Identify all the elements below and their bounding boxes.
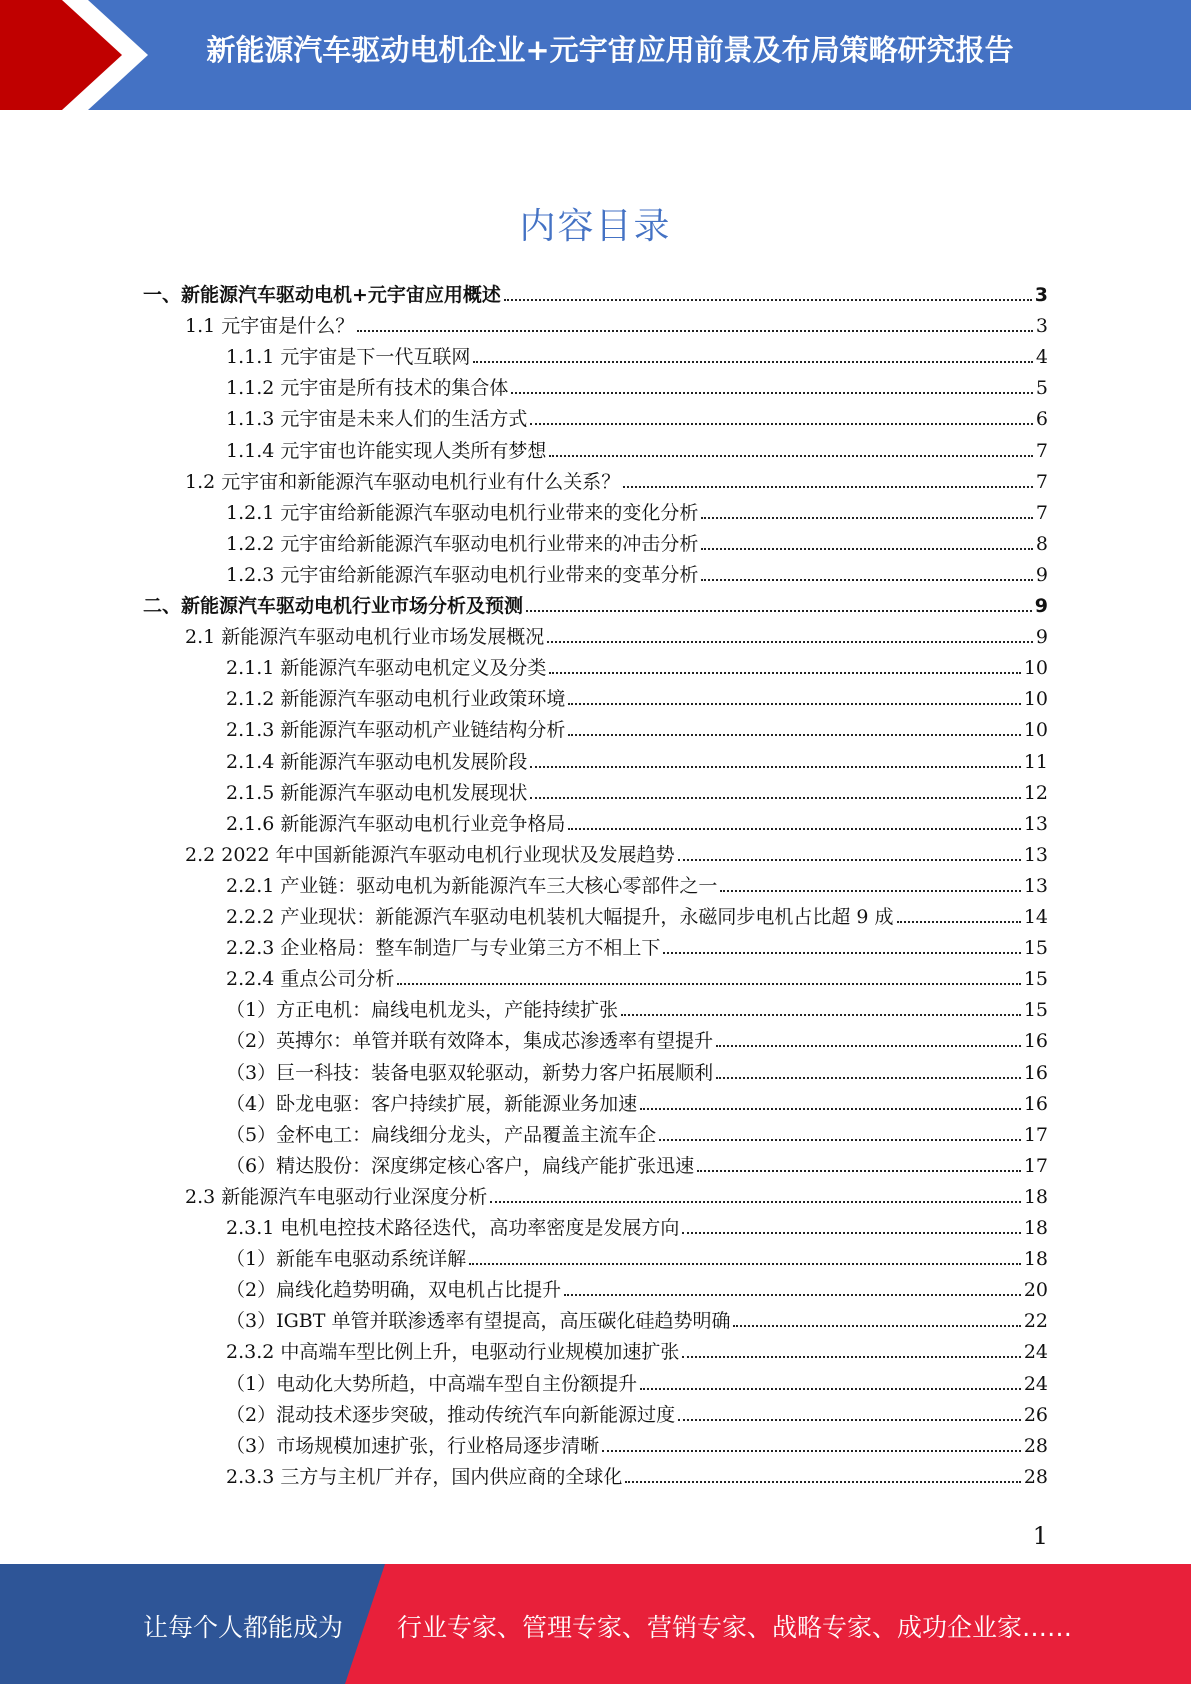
toc-dot-leader — [682, 1356, 1020, 1358]
toc-dot-leader — [568, 703, 1020, 705]
toc-entry[interactable] — [226, 338, 1048, 369]
toc-entry-label: 2.2.2 产业现状：新能源汽车驱动电机装机大幅提升，永磁同步电机占比超 9 成 — [226, 906, 894, 928]
toc-entry[interactable] — [226, 1427, 1048, 1458]
toc-entry-label: （3）巨一科技：装备电驱双轮驱动，新势力客户拓展顺利 — [226, 1061, 714, 1084]
toc-entry-page: 18 — [1023, 1248, 1048, 1271]
toc-entry-page: 28 — [1023, 1434, 1048, 1457]
toc-entry-page: 7 — [1035, 439, 1048, 462]
toc-dot-leader — [568, 828, 1020, 830]
toc-dot-leader — [897, 921, 1021, 923]
toc-entry[interactable] — [226, 1333, 1048, 1364]
toc-entry-page: 9 — [1035, 563, 1048, 586]
toc-entry-label: 2.3.2 中高端车型比例上升，电驱动行业规模加速扩张 — [226, 1341, 680, 1364]
toc-entry[interactable] — [226, 1147, 1048, 1178]
toc-entry-label: （3）IGBT 单管并联渗透率有望提高，高压碳化硅趋势明确 — [226, 1310, 731, 1333]
toc-entry[interactable] — [226, 898, 1048, 929]
toc-entry-label: 1.2.2 元宇宙给新能源汽车驱动电机行业带来的冲击分析 — [226, 532, 699, 555]
toc-entry-label: （5）金杯电工：扁线细分龙头，产品覆盖主流车企 — [226, 1123, 657, 1146]
page-number: 1 — [1032, 1522, 1048, 1550]
toc-entry-page: 17 — [1023, 1123, 1048, 1146]
toc-entry-label: （2）扁线化趋势明确，双电机占比提升 — [226, 1279, 562, 1302]
toc-entry-label: 2.1 新能源汽车驱动电机行业市场发展概况 — [185, 626, 545, 649]
toc-entry-page: 13 — [1023, 843, 1048, 866]
toc-entry-label: 1.2 元宇宙和新能源汽车驱动电机行业有什么关系？ — [185, 470, 621, 493]
toc-entry-page: 12 — [1023, 781, 1048, 804]
toc-entry-page: 14 — [1023, 906, 1048, 928]
toc-entry-label: 2.3.3 三方与主机厂并存，国内供应商的全球化 — [226, 1465, 623, 1488]
toc-entry-label: 2.2 2022 年中国新能源汽车驱动电机行业现状及发展趋势 — [185, 843, 675, 866]
toc-dot-leader — [547, 641, 1033, 643]
toc-entry-page: 7 — [1035, 501, 1048, 524]
toc-dot-leader — [357, 330, 1033, 332]
toc-entry[interactable] — [185, 463, 1048, 494]
toc-entry[interactable] — [226, 1365, 1048, 1396]
toc-entry[interactable] — [226, 1085, 1048, 1116]
toc-dot-leader — [473, 361, 1033, 363]
toc-entry[interactable] — [226, 1209, 1048, 1240]
footer-tagline: 行业专家、管理专家、营销专家、战略专家、成功企业家…… — [397, 1613, 1073, 1642]
toc-entry-label: 一、新能源汽车驱动电机+元宇宙应用概述 — [143, 284, 501, 306]
toc-entry[interactable] — [226, 805, 1048, 836]
toc-entry-page: 16 — [1023, 1030, 1048, 1053]
toc-dot-leader — [530, 797, 1020, 799]
toc-entry[interactable] — [185, 1178, 1048, 1209]
toc-dot-leader — [720, 890, 1020, 892]
toc-entry[interactable] — [226, 649, 1048, 680]
toc-entry-page: 9 — [1034, 595, 1048, 617]
toc-entry[interactable] — [226, 1022, 1048, 1053]
toc-entry-page: 11 — [1023, 750, 1048, 773]
toc-entry-label: 1.1 元宇宙是什么？ — [185, 315, 355, 338]
toc-entry-page: 3 — [1034, 284, 1048, 306]
toc-entry-page: 15 — [1023, 999, 1048, 1022]
toc-dot-leader — [640, 1388, 1021, 1390]
toc-entry[interactable] — [226, 711, 1048, 742]
toc-entry-label: （2）混动技术逐步突破，推动传统汽车向新能源过度 — [226, 1403, 676, 1426]
footer-slogan: 让每个人都能成为 — [143, 1613, 344, 1642]
toc-entry-label: 2.2.4 重点公司分析 — [226, 968, 395, 991]
header-arrow-decoration — [0, 0, 160, 110]
toc-entry-label: 2.1.1 新能源汽车驱动电机定义及分类 — [226, 657, 547, 680]
toc-entry-page: 7 — [1035, 470, 1048, 493]
toc-dot-leader — [530, 423, 1033, 425]
toc-entry-page: 24 — [1023, 1372, 1048, 1395]
toc-entry-label: 1.2.3 元宇宙给新能源汽车驱动电机行业带来的变革分析 — [226, 563, 699, 586]
toc-dot-leader — [490, 1201, 1021, 1203]
toc-dot-leader — [621, 1014, 1021, 1016]
toc-entry[interactable] — [226, 1054, 1048, 1085]
toc-entry-label: 2.1.6 新能源汽车驱动电机行业竞争格局 — [226, 812, 566, 835]
toc-dot-leader — [625, 1481, 1020, 1483]
toc-entry[interactable] — [226, 1396, 1048, 1427]
toc-dot-leader — [549, 455, 1033, 457]
toc-entry[interactable] — [226, 1458, 1048, 1489]
toc-entry-label: （1）电动化大势所趋，中高端车型自主份额提升 — [226, 1372, 638, 1395]
toc-entry-label: 1.1.3 元宇宙是未来人们的生活方式 — [226, 408, 528, 431]
toc-entry-label: （4）卧龙电驱：客户持续扩展，新能源业务加速 — [226, 1092, 638, 1115]
toc-dot-leader — [682, 1232, 1020, 1234]
toc-entry-page: 16 — [1023, 1092, 1048, 1115]
toc-entry-page: 18 — [1023, 1217, 1048, 1239]
toc-entry-page: 18 — [1023, 1185, 1048, 1208]
toc-dot-leader — [469, 1263, 1021, 1265]
toc-dot-leader — [701, 548, 1033, 550]
footer-band — [0, 1564, 1191, 1684]
toc-entry-page: 9 — [1035, 626, 1048, 649]
toc-entry-label: 2.2.1 产业链：驱动电机为新能源汽车三大核心零部件之一 — [226, 874, 718, 897]
toc-entry[interactable] — [226, 1116, 1048, 1147]
toc-entry[interactable] — [185, 307, 1048, 338]
toc-entry-label: （3）市场规模加速扩张，行业格局逐步清晰 — [226, 1434, 600, 1457]
toc-entry-label: 1.2.1 元宇宙给新能源汽车驱动电机行业带来的变化分析 — [226, 501, 699, 524]
toc-dot-leader — [716, 1077, 1021, 1079]
toc-entry-page: 10 — [1023, 688, 1048, 711]
toc-entry[interactable] — [226, 991, 1048, 1022]
toc-entry-label: （2）英搏尔：单管并联有效降本，集成芯渗透率有望提升 — [226, 1030, 714, 1053]
toc-entry-label: 2.1.2 新能源汽车驱动电机行业政策环境 — [226, 688, 566, 711]
toc-entry[interactable] — [226, 369, 1048, 400]
toc-entry[interactable] — [226, 774, 1048, 805]
toc-entry-label: 二、新能源汽车驱动电机行业市场分析及预测 — [143, 595, 524, 617]
toc-dot-leader — [504, 299, 1032, 301]
toc-entry-page: 16 — [1023, 1061, 1048, 1084]
toc-dot-leader — [526, 610, 1032, 612]
toc-entry[interactable] — [226, 525, 1048, 556]
toc-entry[interactable] — [226, 743, 1048, 774]
toc-dot-leader — [716, 1045, 1021, 1047]
toc-entry-page: 8 — [1035, 532, 1048, 555]
toc-entry-page: 6 — [1035, 408, 1048, 431]
toc-dot-leader — [659, 1139, 1021, 1141]
toc-dot-leader — [701, 517, 1033, 519]
toc-entry-page: 17 — [1023, 1154, 1048, 1177]
toc-entry[interactable] — [226, 400, 1048, 431]
toc-entry[interactable] — [185, 618, 1048, 649]
toc-dot-leader — [530, 766, 1020, 768]
toc-entry-label: （1）新能车电驱动系统详解 — [226, 1248, 467, 1271]
toc-entry[interactable] — [226, 494, 1048, 525]
toc-entry-label: 2.1.4 新能源汽车驱动电机发展阶段 — [226, 750, 528, 773]
toc-dot-leader — [678, 1419, 1021, 1421]
toc-entry[interactable] — [226, 432, 1048, 463]
toc-entry-page: 13 — [1023, 812, 1048, 835]
toc-entry-label: 1.1.1 元宇宙是下一代互联网 — [226, 346, 471, 369]
toc-entry-page: 10 — [1023, 719, 1048, 742]
toc-dot-leader — [663, 952, 1020, 954]
toc-entry-page: 15 — [1023, 968, 1048, 991]
toc-entry[interactable] — [226, 1302, 1048, 1333]
toc-entry-label: 1.1.4 元宇宙也许能实现人类所有梦想 — [226, 439, 547, 462]
toc-dot-leader — [549, 672, 1020, 674]
toc-entry-page: 26 — [1023, 1403, 1048, 1426]
toc-entry-label: （1）方正电机：扁线电机龙头，产能持续扩张 — [226, 999, 619, 1022]
toc-entry-label: 2.1.5 新能源汽车驱动电机发展现状 — [226, 781, 528, 804]
toc-dot-leader — [623, 486, 1033, 488]
toc-dot-leader — [511, 392, 1033, 394]
toc-entry[interactable] — [226, 960, 1048, 991]
toc-entry[interactable] — [226, 556, 1048, 587]
toc-dot-leader — [397, 983, 1020, 985]
toc-entry-page: 10 — [1023, 657, 1048, 680]
toc-entry-label: 2.3 新能源汽车电驱动行业深度分析 — [185, 1185, 488, 1208]
toc-entry-page: 28 — [1023, 1465, 1048, 1488]
toc-entry[interactable] — [226, 867, 1048, 898]
toc-entry-label: （6）精达股份：深度绑定核心客户，扁线产能扩张迅速 — [226, 1154, 695, 1177]
toc-entry-page: 24 — [1023, 1341, 1048, 1364]
toc-entry-page: 3 — [1035, 315, 1048, 338]
toc-entry[interactable] — [226, 1240, 1048, 1271]
toc-entry-page: 13 — [1023, 874, 1048, 897]
toc-dot-leader — [564, 1294, 1021, 1296]
toc-entry[interactable] — [226, 680, 1048, 711]
toc-heading: 内容目录 — [519, 206, 672, 247]
toc-entry[interactable] — [143, 587, 1048, 618]
toc-entry-label: 2.2.3 企业格局：整车制造厂与专业第三方不相上下 — [226, 937, 661, 960]
toc-entry-page: 20 — [1023, 1279, 1048, 1302]
toc-entry[interactable] — [226, 929, 1048, 960]
toc-entry[interactable] — [185, 836, 1048, 867]
report-title: 新能源汽车驱动电机企业+元宇宙应用前景及布局策略研究报告 — [206, 33, 1014, 67]
toc-dot-leader — [697, 1170, 1021, 1172]
toc-entry-label: 2.3.1 电机电控技术路径迭代，高功率密度是发展方向 — [226, 1217, 680, 1239]
toc-entry-page: 4 — [1035, 346, 1048, 369]
toc-entry-label: 2.1.3 新能源汽车驱动机产业链结构分析 — [226, 719, 566, 742]
toc-entry[interactable] — [143, 276, 1048, 307]
toc-dot-leader — [568, 734, 1020, 736]
toc-dot-leader — [733, 1325, 1020, 1327]
header-band — [0, 0, 1191, 110]
toc-entry-page: 22 — [1023, 1310, 1048, 1333]
toc-entry-label: 1.1.2 元宇宙是所有技术的集合体 — [226, 377, 509, 400]
toc-entry-page: 15 — [1023, 937, 1048, 960]
toc-dot-leader — [678, 859, 1021, 861]
toc-dot-leader — [701, 579, 1033, 581]
toc-entry[interactable] — [226, 1271, 1048, 1302]
toc-dot-leader — [640, 1108, 1021, 1110]
toc-entry-page: 5 — [1035, 377, 1048, 400]
toc-dot-leader — [602, 1450, 1021, 1452]
